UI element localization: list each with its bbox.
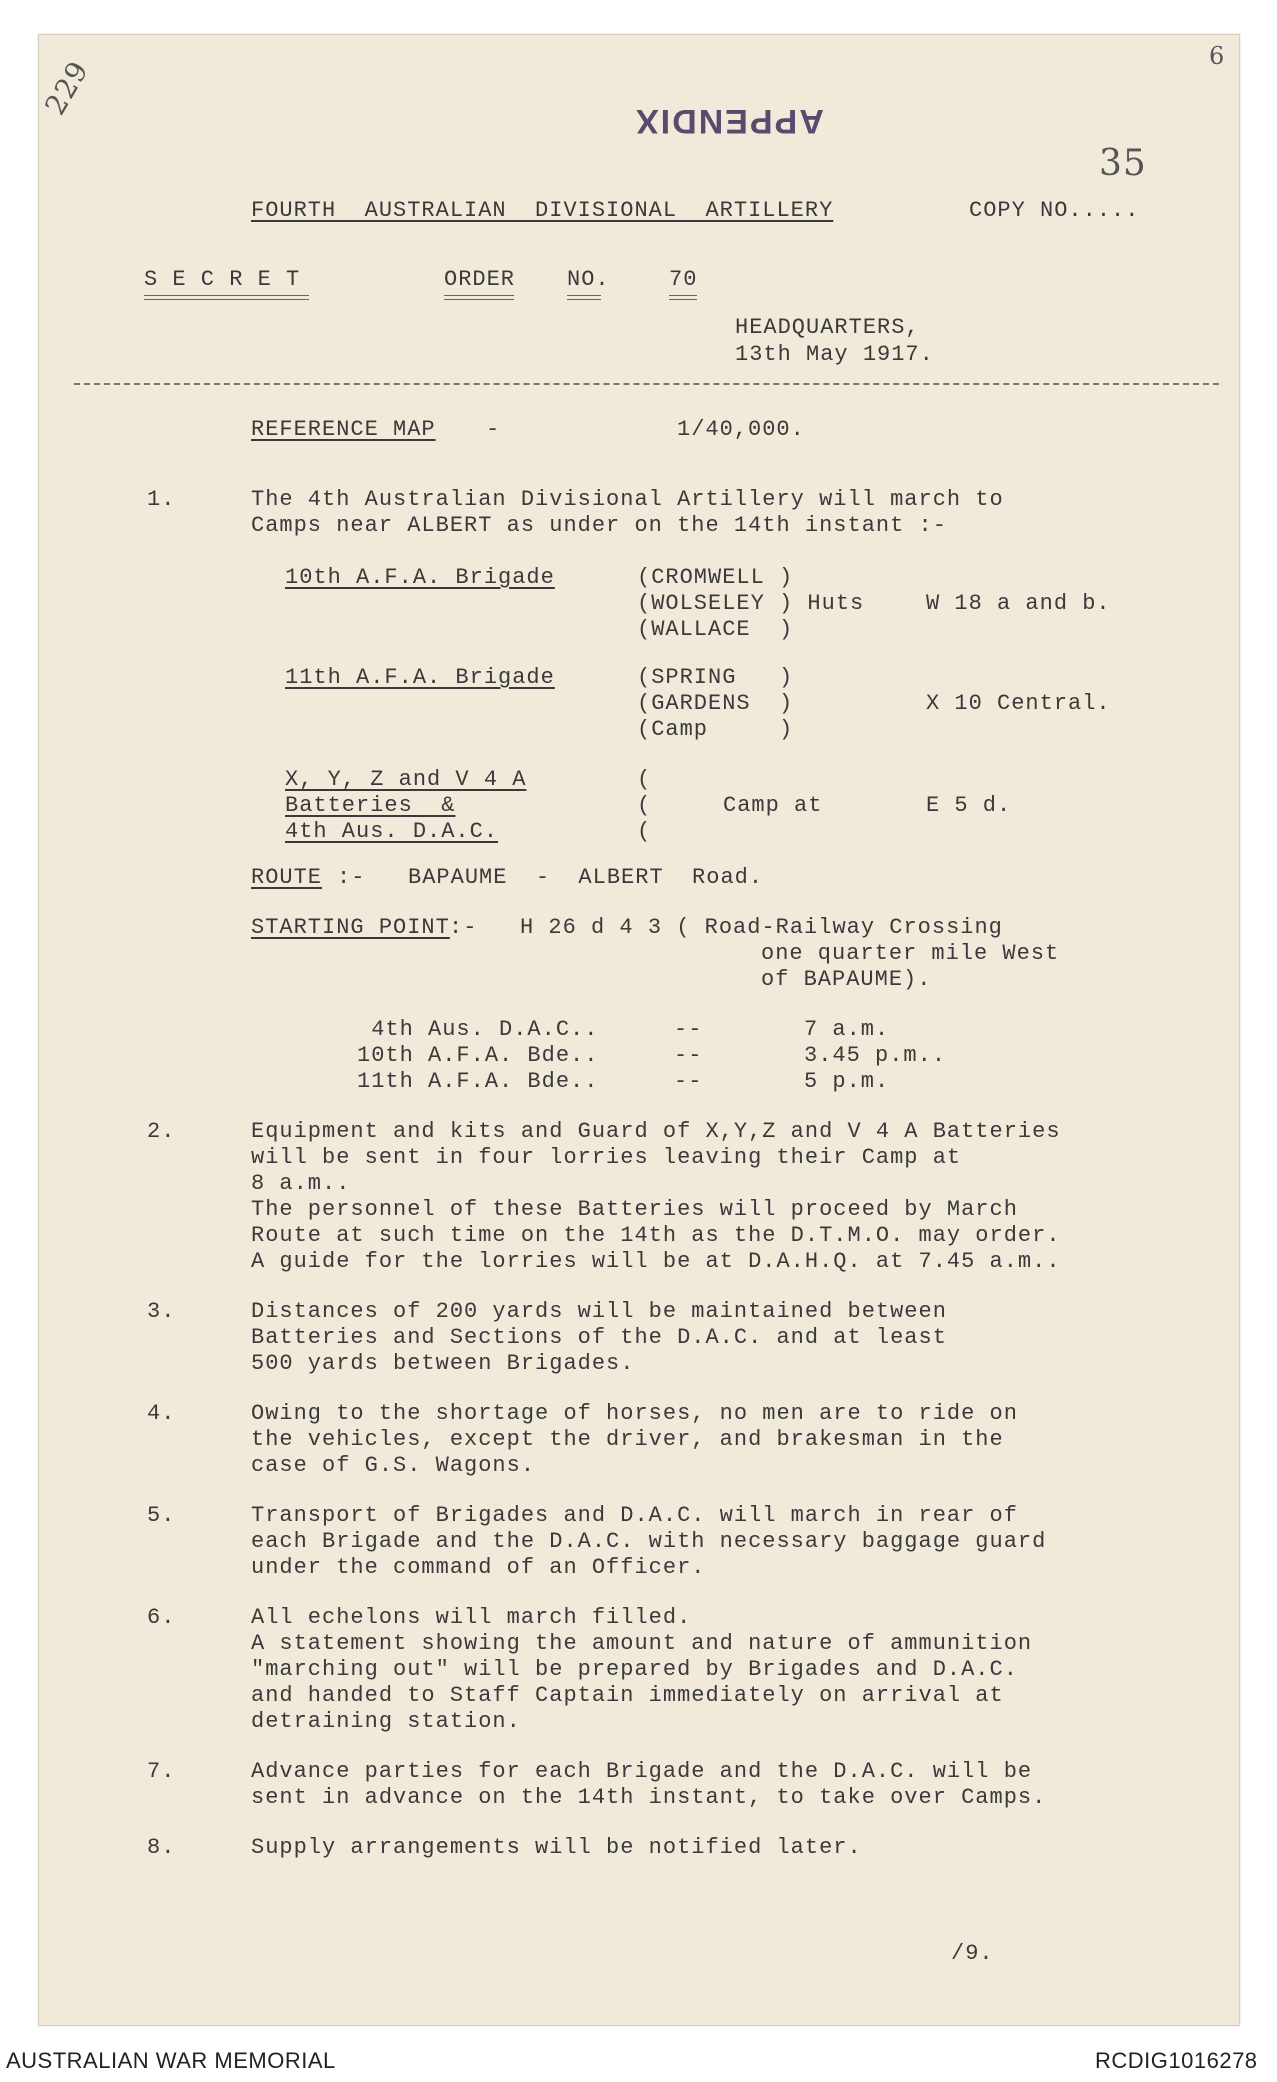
para-line: Distances of 200 yards will be maintained between <box>251 1299 947 1324</box>
camp-location: W 18 a and b. <box>926 591 1111 616</box>
para-number: 5. <box>147 1503 176 1528</box>
para-number: 7. <box>147 1759 176 1784</box>
no-underline <box>567 295 601 300</box>
unit-name: Batteries & <box>285 793 456 818</box>
camp-name: (GARDENS ) <box>637 691 794 716</box>
reference-dash: - <box>486 417 501 442</box>
unit-name: 11th A.F.A. Brigade <box>285 665 555 690</box>
para-line: Transport of Brigades and D.A.C. will march in rear of <box>251 1503 1018 1528</box>
para-line: A guide for the lorries will be at D.A.H.Q. at 7.45 a.m.. <box>251 1249 1061 1274</box>
reference-label: REFERENCE MAP <box>251 417 436 442</box>
starting-point-text: of BAPAUME). <box>761 967 932 992</box>
order-date: 13th May 1917. <box>735 342 934 367</box>
para-line: detraining station. <box>251 1709 521 1734</box>
route-text: :- BAPAUME - ALBERT Road. <box>337 865 764 890</box>
para-number: 2. <box>147 1119 176 1144</box>
time-value: 3.45 p.m.. <box>804 1043 947 1068</box>
para-number: 6. <box>147 1605 176 1630</box>
camp-at: Camp at <box>723 793 823 818</box>
bracket: ( <box>637 819 652 844</box>
para-number: 8. <box>147 1835 176 1860</box>
time-value: 7 a.m. <box>804 1017 890 1042</box>
copy-number: COPY NO..... <box>969 198 1140 223</box>
camp-location: E 5 d. <box>926 793 1012 818</box>
bracket: ( <box>637 767 652 792</box>
para-line: 8 a.m.. <box>251 1171 351 1196</box>
footer-archive: AUSTRALIAN WAR MEMORIAL <box>6 2048 336 2073</box>
camp-name: (CROMWELL ) <box>637 565 794 590</box>
para-line: the vehicles, except the driver, and brakesman in the <box>251 1427 1004 1452</box>
secret-label: S E C R E T <box>144 267 301 292</box>
headquarters: HEADQUARTERS, <box>735 315 920 340</box>
order-no-label: NO. <box>567 267 610 292</box>
para-line: case of G.S. Wagons. <box>251 1453 536 1478</box>
starting-point-label: STARTING POINT <box>251 915 450 940</box>
copy-number-handwritten: 35 <box>1099 143 1147 184</box>
time-sep: -- <box>674 1043 703 1068</box>
para-line: sent in advance on the 14th instant, to take over Camps. <box>251 1785 1047 1810</box>
para-line: All echelons will march filled. <box>251 1605 692 1630</box>
para-1-line: The 4th Australian Divisional Artillery will march to <box>251 487 1004 512</box>
document-title: FOURTH AUSTRALIAN DIVISIONAL ARTILLERY <box>251 198 834 223</box>
para-line: The personnel of these Batteries will proceed by March <box>251 1197 1018 1222</box>
starting-point-text: :- H 26 d 4 3 ( Road-Railway Crossing <box>449 915 1003 940</box>
time-unit: 4th Aus. D.A.C.. <box>357 1017 599 1042</box>
time-sep: -- <box>674 1017 703 1042</box>
reference-scale: 1/40,000. <box>677 417 805 442</box>
para-line: Advance parties for each Brigade and the D.A.C. will be <box>251 1759 1033 1784</box>
camp-name: (WOLSELEY ) Huts <box>637 591 865 616</box>
camp-name: (SPRING ) <box>637 665 794 690</box>
para-1-number: 1. <box>147 487 176 512</box>
para-line: A statement showing the amount and nature of ammunition <box>251 1631 1033 1656</box>
page-number: 6 <box>1209 42 1226 70</box>
unit-name: 4th Aus. D.A.C. <box>285 819 499 844</box>
folio-number: 229 <box>38 55 96 121</box>
time-unit: 10th A.F.A. Bde.. <box>357 1043 599 1068</box>
para-line: "marching out" will be prepared by Brigades and D.A.C. <box>251 1657 1018 1682</box>
para-line: under the command of an Officer. <box>251 1555 706 1580</box>
time-sep: -- <box>674 1069 703 1094</box>
para-number: 3. <box>147 1299 176 1324</box>
order-label: ORDER <box>444 267 516 292</box>
para-line: Owing to the shortage of horses, no men are to ride on <box>251 1401 1018 1426</box>
starting-point-text: one quarter mile West <box>761 941 1060 966</box>
order-underline <box>444 295 514 300</box>
para-line: will be sent in four lorries leaving their Camp at <box>251 1145 962 1170</box>
appendix-stamp: APPENDIX <box>634 102 824 140</box>
para-line: Supply arrangements will be notified later. <box>251 1835 862 1860</box>
para-line: 500 yards between Brigades. <box>251 1351 635 1376</box>
camp-name: (Camp ) <box>637 717 794 742</box>
unit-name: 10th A.F.A. Brigade <box>285 565 555 590</box>
para-line: Equipment and kits and Guard of X,Y,Z and V 4 A Batteries <box>251 1119 1061 1144</box>
footer-id: RCDIG1016278 <box>1095 2048 1258 2073</box>
document-page <box>38 34 1240 2026</box>
unit-name: X, Y, Z and V 4 A <box>285 767 527 792</box>
para-line: each Brigade and the D.A.C. with necessary baggage guard <box>251 1529 1047 1554</box>
para-line: Batteries and Sections of the D.A.C. and at least <box>251 1325 947 1350</box>
para-line: and handed to Staff Captain immediately on arrival at <box>251 1683 1004 1708</box>
separator-line <box>74 383 1219 385</box>
order-number: 70 <box>669 267 698 292</box>
route-label: ROUTE <box>251 865 323 890</box>
para-line: Route at such time on the 14th as the D.T.M.O. may order. <box>251 1223 1061 1248</box>
camp-location: X 10 Central. <box>926 691 1111 716</box>
camp-name: (WALLACE ) <box>637 617 794 642</box>
number-underline <box>669 295 697 300</box>
para-number: 4. <box>147 1401 176 1426</box>
time-value: 5 p.m. <box>804 1069 890 1094</box>
bracket: ( <box>637 793 652 818</box>
continuation-mark: /9. <box>951 1941 994 1966</box>
time-unit: 11th A.F.A. Bde.. <box>357 1069 599 1094</box>
para-1-line: Camps near ALBERT as under on the 14th instant :- <box>251 513 947 538</box>
secret-underline <box>144 295 309 300</box>
